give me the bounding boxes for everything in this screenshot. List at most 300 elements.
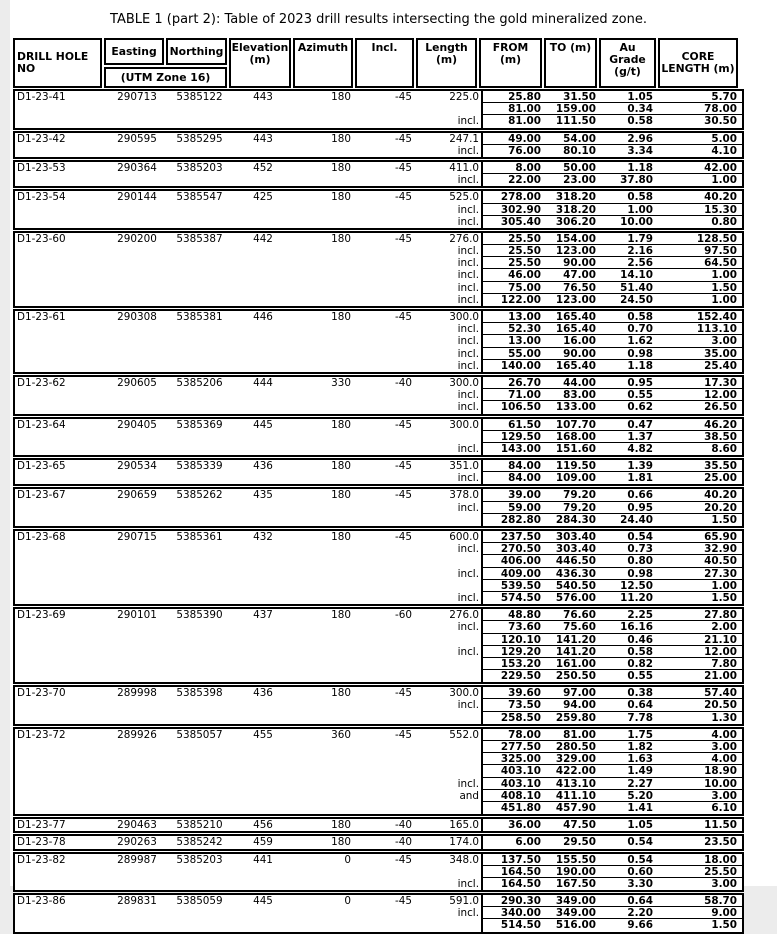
cell-azimuth [295,174,357,186]
header-elevation: Elevation (m) [229,38,291,88]
cell-to: 133.00 [555,401,596,414]
cell-elevation [231,765,295,777]
cell-incl: -45 [395,418,412,431]
cell-au-grade: 2.25 [601,609,660,621]
cell-au-grade: 0.38 [601,687,660,699]
cell-au-grade: 0.46 [601,634,660,646]
cell-to: 75.60 [546,621,601,633]
cell-northing [168,294,231,306]
cell-length: incl. [457,144,479,157]
cell-northing [168,145,231,157]
cell-drill-hole: D1-23-62 [17,376,66,389]
cell-easting [106,204,168,216]
cell-elevation [231,699,295,711]
cell-to: 23.00 [563,174,596,187]
cell-drill-hole [15,878,106,890]
cell-easting: 290308 [117,311,157,323]
cell-from: 406.00 [481,555,546,567]
cell-au-grade: 0.64 [601,699,660,711]
cell-length: incl. [457,877,479,890]
cell-easting [106,699,168,711]
cell-northing: 5385381 [176,311,223,323]
table-row [15,729,742,741]
cell-elevation: 436 [253,460,273,473]
cell-from: 302.90 [481,204,546,216]
cell-northing [168,765,231,777]
cell-northing: 5385203 [176,161,223,174]
table-row [15,878,742,890]
cell-easting: 290534 [117,460,157,473]
cell-azimuth: 180 [331,311,351,323]
cell-easting [106,753,168,765]
cell-to: 303.40 [546,543,601,555]
cell-elevation [231,103,295,115]
cell-au-grade: 16.16 [601,621,660,633]
cell-northing [168,753,231,765]
cell-from: 140.00 [481,360,546,372]
cell-azimuth: 330 [331,376,351,389]
table-row [15,348,742,360]
cell-from: 6.00 [481,836,546,848]
cell-elevation [231,670,295,682]
cell-from: 46.00 [481,269,546,281]
table-row [15,360,742,372]
cell-to: 190.00 [546,866,601,878]
cell-incl: -40 [395,836,412,849]
cell-length [418,765,481,777]
cell-northing [168,866,231,878]
cell-from: 278.00 [481,191,546,203]
cell-easting [106,294,168,306]
cell-drill-hole [15,592,106,604]
cell-from: 277.50 [481,741,546,753]
cell-azimuth: 180 [331,687,351,700]
cell-to: 303.40 [546,531,601,543]
cell-from: 25.80 [481,91,546,103]
cell-azimuth [295,431,357,443]
cell-from: 78.00 [481,729,546,741]
hole-block [13,89,744,130]
hole-block [13,834,744,850]
cell-length: incl. [457,335,479,348]
cell-drill-hole [15,389,106,401]
cell-au-grade: 3.30 [627,877,653,890]
cell-core-length: 17.30 [660,377,742,389]
cell-au-grade: 0.55 [601,389,660,401]
header-au-grade: Au Grade (g/t) [599,38,656,88]
cell-to: 90.00 [546,257,601,269]
cell-au-grade: 1.49 [601,765,660,777]
table-row [15,712,742,724]
cell-azimuth [295,282,357,294]
cell-from: 84.00 [481,460,546,472]
cell-azimuth [295,634,357,646]
table-row [15,778,742,790]
cell-drill-hole [15,472,106,484]
cell-northing [168,282,231,294]
cell-incl: -45 [395,853,412,866]
cell-length: 165.0 [449,819,479,832]
cell-drill-hole: D1-23-70 [17,687,66,700]
cell-au-grade: 2.16 [601,245,660,257]
cell-core-length: 78.00 [660,103,742,115]
cell-drill-hole [15,555,106,567]
cell-elevation [231,294,295,306]
cell-drill-hole [15,543,106,555]
cell-easting [106,431,168,443]
cell-elevation [231,778,295,790]
cell-core-length: 1.00 [711,293,737,306]
cell-drill-hole: D1-23-42 [17,132,66,145]
cell-from: 229.50 [481,670,546,682]
cell-azimuth: 180 [331,460,351,473]
cell-from: 120.10 [481,634,546,646]
drill-results-table [13,38,744,934]
cell-core-length: 11.50 [704,819,737,832]
cell-drill-hole [15,245,106,257]
cell-core-length: 40.50 [660,555,742,567]
cell-au-grade: 0.58 [601,191,660,203]
cell-to: 111.50 [555,115,596,128]
cell-northing: 5385122 [176,91,223,103]
cell-from: 73.50 [481,699,546,711]
cell-drill-hole [15,634,106,646]
cell-incl [357,765,418,777]
cell-to: 306.20 [555,215,596,228]
cell-elevation [231,621,295,633]
cell-incl [357,245,418,257]
cell-azimuth: 180 [331,836,351,849]
cell-length: incl. [457,257,479,270]
cell-elevation: 445 [253,418,273,431]
cell-northing [168,907,231,919]
hole-block [13,309,744,374]
cell-azimuth: 180 [331,418,351,431]
cell-elevation [231,878,295,890]
table-row [15,443,742,455]
cell-easting [106,282,168,294]
cell-azimuth [295,555,357,567]
cell-from: 403.10 [481,778,546,790]
cell-from: 153.20 [481,658,546,670]
cell-to: 44.00 [546,377,601,389]
cell-incl: -40 [395,819,412,832]
cell-incl [357,753,418,765]
cell-from: 451.80 [481,802,546,814]
cell-au-grade: 1.82 [601,741,660,753]
cell-incl [357,878,418,890]
cell-easting [106,115,168,127]
cell-azimuth: 180 [331,609,351,622]
cell-from: 539.50 [481,580,546,592]
cell-au-grade: 0.58 [627,115,653,128]
cell-azimuth [295,204,357,216]
cell-elevation: 443 [253,132,273,145]
cell-from: 81.00 [481,115,546,127]
cell-au-grade: 11.20 [620,591,653,604]
cell-length [418,103,481,115]
cell-to: 516.00 [555,919,596,932]
cell-to: 540.50 [546,580,601,592]
cell-northing: 5385390 [176,609,223,622]
table-row [15,502,742,514]
cell-azimuth [295,502,357,514]
cell-drill-hole [15,919,106,931]
table-row [15,294,742,306]
cell-au-grade: 1.05 [601,91,660,103]
header-easting: Easting [104,38,164,65]
cell-easting [106,145,168,157]
cell-incl [357,115,418,127]
cell-northing [168,115,231,127]
cell-to: 83.00 [546,389,601,401]
table-row [15,802,742,814]
cell-elevation [231,580,295,592]
table-row [15,431,742,443]
cell-incl [357,323,418,335]
table-row [15,245,742,257]
cell-length: 378.0 [449,489,479,502]
cell-length: incl. [457,293,479,306]
table-row [15,895,742,907]
cell-drill-hole [15,294,106,306]
cell-incl [357,502,418,514]
cell-incl [357,431,418,443]
cell-incl [357,282,418,294]
cell-core-length: 27.30 [660,568,742,580]
hole-block [13,817,744,833]
cell-azimuth [295,866,357,878]
hole-block [13,685,744,726]
cell-northing [168,348,231,360]
cell-au-grade: 4.82 [627,442,653,455]
cell-drill-hole [15,360,106,372]
cell-au-grade: 1.62 [601,335,660,347]
cell-elevation [231,115,295,127]
cell-elevation [231,919,295,931]
cell-length: incl. [457,472,479,485]
cell-drill-hole [15,323,106,335]
cell-easting: 290101 [117,609,157,622]
cell-drill-hole [15,431,106,443]
cell-length: incl. [457,401,479,414]
cell-drill-hole: D1-23-60 [17,232,66,245]
cell-northing: 5385547 [176,191,223,204]
cell-from: 403.10 [481,765,546,777]
cell-drill-hole [15,115,106,127]
cell-elevation [231,592,295,604]
cell-length: 348.0 [449,853,479,866]
cell-incl [357,699,418,711]
cell-to: 446.50 [546,555,601,567]
table-row [15,103,742,115]
cell-au-grade: 24.40 [620,513,653,526]
cell-core-length: 1.50 [660,282,742,294]
cell-drill-hole [15,866,106,878]
cell-length: incl. [457,442,479,455]
cell-to: 159.00 [546,103,601,115]
cell-incl [357,443,418,455]
cell-northing [168,472,231,484]
cell-northing [168,919,231,931]
cell-length [418,634,481,646]
cell-from: 61.50 [481,419,546,431]
cell-incl [357,866,418,878]
cell-length: incl. [457,591,479,604]
cell-easting [106,866,168,878]
cell-length: incl. [457,645,479,658]
cell-incl: -45 [395,531,412,543]
cell-drill-hole: D1-23-67 [17,489,66,502]
cell-easting: 290364 [117,161,157,174]
cell-core-length: 20.50 [660,699,742,711]
cell-length: 247.1 [449,132,479,145]
cell-elevation [231,802,295,814]
hole-block [13,852,744,893]
cell-easting: 290659 [117,489,157,502]
cell-drill-hole: D1-23-61 [17,311,66,323]
header-northing: Northing [166,38,227,65]
cell-azimuth: 180 [331,232,351,245]
cell-easting [106,919,168,931]
cell-incl [357,294,418,306]
header-length: Length (m) [416,38,477,88]
cell-from: 25.50 [481,233,546,245]
cell-incl [357,335,418,347]
cell-to: 349.00 [546,895,601,907]
cell-drill-hole [15,670,106,682]
cell-azimuth [295,670,357,682]
cell-length [418,866,481,878]
cell-easting: 290144 [117,191,157,204]
cell-incl [357,568,418,580]
cell-azimuth [295,115,357,127]
cell-length: incl. [457,347,479,360]
cell-core-length: 15.30 [660,204,742,216]
cell-core-length: 40.20 [660,191,742,203]
cell-northing [168,543,231,555]
cell-easting: 289926 [117,728,157,741]
cell-from: 76.00 [481,145,546,157]
table-row [15,866,742,878]
header-utm-zone: (UTM Zone 16) [104,67,227,88]
cell-core-length: 23.50 [704,836,737,849]
hole-block [13,231,744,308]
cell-incl: -45 [395,132,412,145]
cell-length: incl. [457,359,479,372]
cell-core-length: 4.00 [660,729,742,741]
cell-elevation: 441 [253,853,273,866]
cell-length: incl. [457,245,479,258]
cell-elevation [231,568,295,580]
cell-azimuth [295,765,357,777]
cell-incl: -45 [395,232,412,245]
hole-block [13,727,744,816]
cell-length [418,670,481,682]
cell-incl: -45 [395,460,412,473]
cell-azimuth [295,778,357,790]
cell-to: 154.00 [546,233,601,245]
hole-block [13,529,744,606]
cell-from: 282.80 [481,514,546,526]
cell-northing: 5385242 [176,836,223,849]
table-row [15,568,742,580]
cell-easting: 290200 [117,232,157,245]
cell-drill-hole [15,621,106,633]
cell-core-length: 46.20 [660,419,742,431]
cell-length: 276.0 [449,232,479,245]
cell-azimuth [295,323,357,335]
cell-northing [168,699,231,711]
cell-incl [357,401,418,413]
cell-azimuth [295,712,357,724]
cell-core-length: 4.10 [711,144,737,157]
cell-from: 39.60 [481,687,546,699]
cell-azimuth [295,145,357,157]
cell-core-length: 30.50 [704,115,737,128]
cell-from: 48.80 [481,609,546,621]
cell-from: 143.00 [481,443,546,455]
cell-from: 290.30 [481,895,546,907]
cell-elevation [231,543,295,555]
cell-azimuth: 0 [344,895,351,908]
cell-easting [106,712,168,724]
table-row [15,609,742,621]
table-row [15,145,742,157]
cell-au-grade: 2.27 [601,778,660,790]
cell-northing [168,389,231,401]
cell-au-grade: 0.80 [601,555,660,567]
table-row [15,174,742,186]
cell-length: incl. [457,215,479,228]
cell-elevation [231,790,295,802]
cell-incl: -45 [395,161,412,174]
cell-au-grade: 0.34 [601,103,660,115]
table-row [15,269,742,281]
cell-au-grade: 0.64 [601,895,660,907]
table-row [15,634,742,646]
cell-northing [168,245,231,257]
cell-core-length: 57.40 [660,687,742,699]
cell-incl [357,360,418,372]
cell-to: 16.00 [546,335,601,347]
cell-azimuth [295,472,357,484]
cell-elevation [231,907,295,919]
cell-drill-hole [15,646,106,658]
cell-core-length: 3.00 [660,790,742,802]
cell-elevation [231,443,295,455]
cell-incl [357,634,418,646]
cell-length: incl. [457,567,479,580]
cell-incl [357,389,418,401]
cell-northing [168,216,231,228]
cell-length: 591.0 [449,895,479,908]
cell-length: 300.0 [449,418,479,431]
cell-easting [106,174,168,186]
cell-to: 90.00 [546,348,601,360]
cell-northing [168,335,231,347]
cell-azimuth: 180 [331,489,351,502]
cell-elevation [231,389,295,401]
table-row [15,204,742,216]
cell-azimuth [295,907,357,919]
cell-elevation [231,348,295,360]
cell-to: 47.50 [563,819,596,832]
cell-easting [106,323,168,335]
cell-northing [168,431,231,443]
cell-au-grade: 1.39 [601,460,660,472]
cell-from: 237.50 [481,531,546,543]
